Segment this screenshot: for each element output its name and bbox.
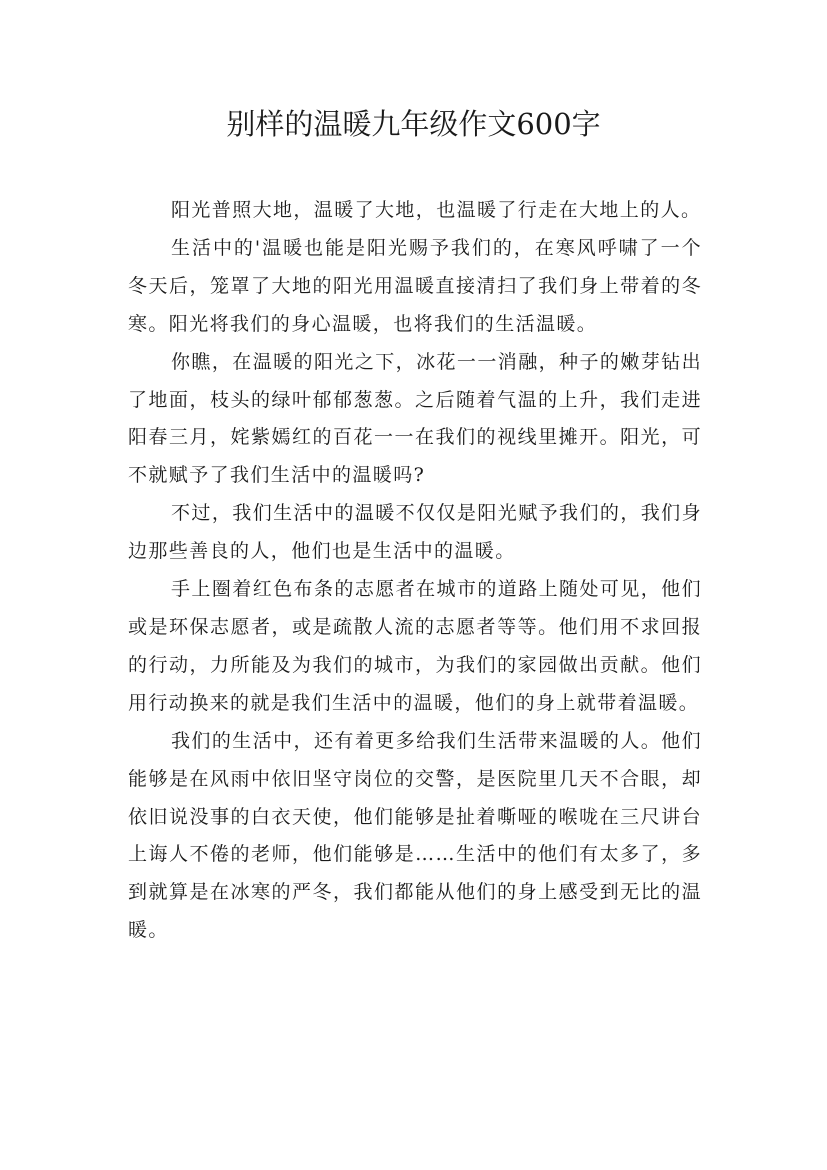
paragraph: 我们的生活中，还有着更多给我们生活带来温暖的人。他们能够是在风雨中依旧坚守岗位的交警，是医院里几天不合眼，却依旧说没事的白衣天使，他们能够是扯着嘶哑的喉咙在三尺讲台上诲人不倦的老师，他们能够是……生活中的他们有太多了，多到就算是在冰寒的严冬，我们都能从他们的身上感受到无比的温暖。: [128, 729, 702, 942]
paragraph: 阳光普照大地，温暖了大地，也温暖了行走在大地上的人。: [171, 199, 702, 221]
paragraph: 你瞧，在温暖的阳光之下，冰花一一消融，种子的嫩芽钻出了地面，枝头的绿叶郁郁葱葱。之后随着气温的上升，我们走进阳春三月，姹紫嫣红的百花一一在我们的视线里摊开。阳光，可不就赋予了我们生活中的温暖吗?: [128, 350, 702, 487]
paragraph: 生活中的'温暖也能是阳光赐予我们的，在寒风呼啸了一个冬天后，笼罩了大地的阳光用温暖直接清扫了我们身上带着的冬寒。阳光将我们的身心温暖，也将我们的生活温暖。: [128, 236, 702, 335]
paragraph: 手上圈着红色布条的志愿者在城市的道路上随处可见，他们或是环保志愿者，或是疏散人流的志愿者等等。他们用不求回报的行动，力所能及为我们的城市，为我们的家园做出贡献。他们用行动换来的就是我们生活中的温暖，他们的身上就带着温暖。: [128, 578, 702, 714]
document-body: [128, 192, 702, 950]
paragraph: 不过，我们生活中的温暖不仅仅是阳光赋予我们的，我们身边那些善良的人，他们也是生活中的温暖。: [128, 502, 702, 563]
document-title: 别样的温暖九年级作文600字: [226, 107, 601, 141]
